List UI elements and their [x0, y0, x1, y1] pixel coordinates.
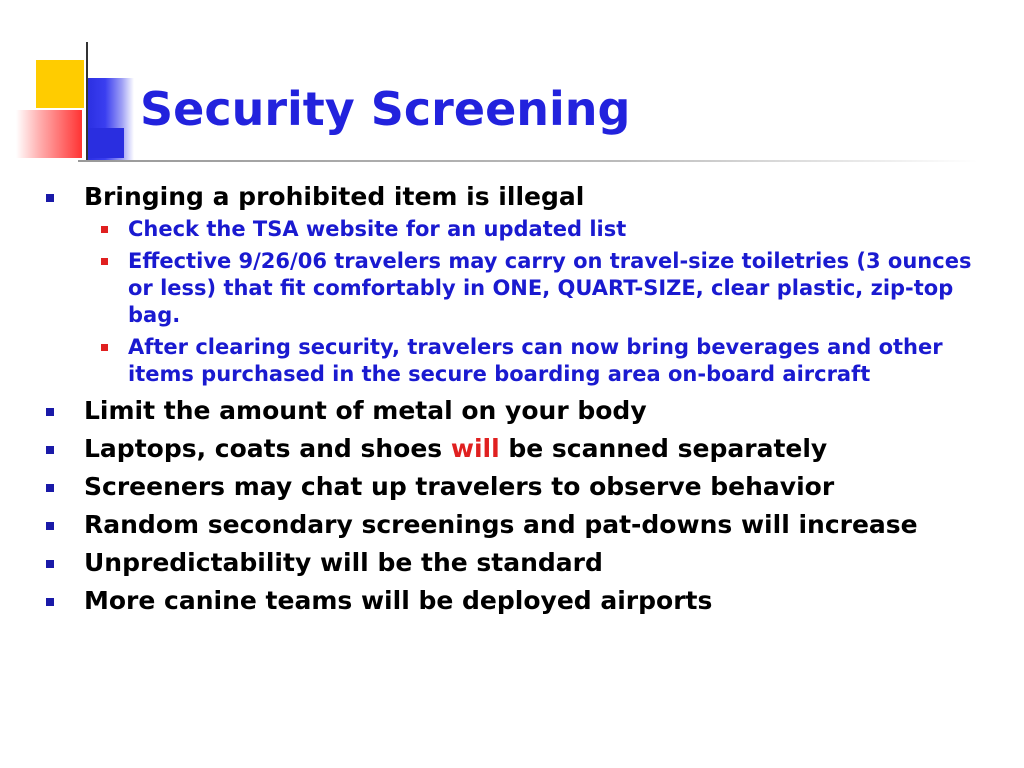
sub-bullet-item: [84, 334, 984, 388]
vertical-divider-line: [86, 42, 88, 160]
sub-bullet-text: Check the TSA website for an updated list: [128, 217, 627, 241]
slide-title: Security Screening: [140, 82, 631, 136]
bullet-text: Limit the amount of metal on your body: [84, 396, 647, 425]
square-bullet-icon: [46, 598, 54, 606]
square-sub-bullet-icon: [101, 258, 108, 265]
bullet-item: [44, 548, 984, 578]
bullet-item: [44, 586, 984, 616]
sub-bullet-text: Effective 9/26/06 travelers may carry on travel-size toiletries (3 ounces or less) that fit comfortably in ONE, QUART-SIZE, clear plastic, zip-top bag.: [128, 249, 972, 327]
bullet-item: [44, 510, 984, 540]
bullet-text: More canine teams will be deployed airports: [84, 586, 713, 615]
bullet-text: Random secondary screenings and pat-downs will increase: [84, 510, 918, 539]
square-sub-bullet-icon: [101, 344, 108, 351]
bullet-text: Unpredictability will be the standard: [84, 548, 603, 577]
decorative-corner-graphic: [0, 0, 140, 170]
square-bullet-icon: [46, 484, 54, 492]
square-bullet-icon: [46, 522, 54, 530]
square-sub-bullet-icon: [101, 226, 108, 233]
bullet-text-after: be scanned separately: [499, 434, 828, 463]
bullet-item: [44, 396, 984, 426]
square-bullet-icon: [46, 408, 54, 416]
bullet-item: [44, 434, 984, 464]
square-bullet-icon: [46, 194, 54, 202]
square-bullet-icon: [46, 446, 54, 454]
sub-bullet-text: After clearing security, travelers can now bring beverages and other items purchased in the secure boarding area on-board aircraft: [128, 335, 943, 386]
bullet-list: [44, 182, 984, 616]
red-gradient-decoration: [16, 110, 82, 158]
bullet-text-before: Laptops, coats and shoes: [84, 434, 451, 463]
bullet-item: [44, 182, 984, 388]
yellow-square-decoration: [36, 60, 84, 108]
sub-bullet-item: [84, 216, 984, 243]
sub-bullet-item: [84, 248, 984, 329]
square-bullet-icon: [46, 560, 54, 568]
bullet-text: Bringing a prohibited item is illegal: [84, 182, 585, 211]
title-underline: [78, 160, 978, 162]
bullet-item: [44, 472, 984, 502]
sub-bullet-list: [84, 216, 984, 388]
emphasis-text: will: [450, 434, 500, 463]
bullet-text: Screeners may chat up travelers to observe behavior: [84, 472, 835, 501]
blue-square-decoration: [86, 128, 124, 158]
slide-body: [44, 182, 984, 624]
